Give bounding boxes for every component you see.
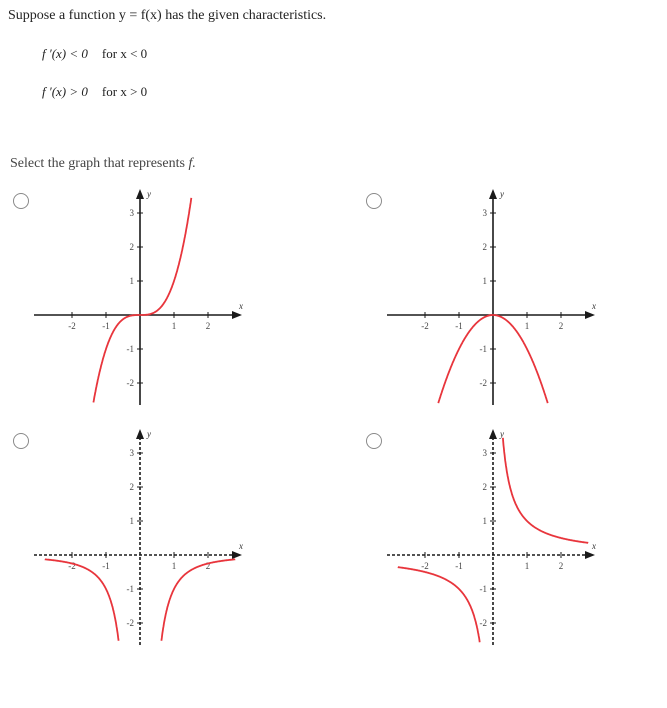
function-curve [503, 438, 588, 543]
condition-1-expr: f ′(x) < 0 [42, 46, 88, 61]
y-tick-label: 1 [482, 516, 487, 526]
function-curve [45, 559, 119, 640]
y-tick-label: 1 [482, 276, 487, 286]
instruction-var: f. [188, 156, 196, 171]
x-tick-label: 1 [171, 321, 177, 331]
y-tick-label: 3 [129, 208, 134, 218]
y-tick-label: 3 [482, 208, 487, 218]
x-axis-label: x [592, 301, 596, 311]
y-tick-label: 1 [129, 516, 134, 526]
y-tick-label: 2 [482, 482, 487, 492]
x-tick-label: 1 [171, 561, 177, 571]
x-tick-label: -1 [455, 321, 463, 331]
x-tick-label: -2 [68, 321, 76, 331]
x-tick-label: 2 [558, 561, 564, 571]
option-c-graph-svg [30, 425, 250, 650]
y-tick-label: -2 [126, 618, 134, 628]
x-axis-label: x [592, 541, 596, 551]
y-axis-arrow [136, 429, 144, 439]
y-tick-label: -2 [126, 378, 134, 388]
x-tick-label: 1 [524, 321, 530, 331]
option-c-graph [30, 425, 250, 650]
condition-2 [42, 84, 147, 100]
y-tick-label: 3 [482, 448, 487, 458]
function-curve [161, 559, 235, 640]
y-tick-label: -1 [479, 584, 487, 594]
option-b-graph [383, 185, 603, 410]
condition-2-domain: for x > 0 [101, 84, 148, 99]
y-tick-label: -2 [479, 378, 487, 388]
x-tick-label: 2 [205, 321, 211, 331]
y-tick-label: 2 [129, 482, 134, 492]
x-tick-label: 1 [524, 561, 530, 571]
option-a-radio[interactable] [13, 193, 29, 209]
y-tick-label: 3 [129, 448, 134, 458]
option-c-radio[interactable] [13, 433, 29, 449]
x-axis-arrow [232, 311, 242, 319]
x-axis-label: x [239, 541, 243, 551]
x-axis-arrow [585, 311, 595, 319]
y-tick-label: -2 [479, 618, 487, 628]
x-tick-label: 2 [205, 561, 211, 571]
x-tick-label: -2 [68, 561, 76, 571]
condition-1 [42, 46, 147, 62]
x-tick-label: -2 [421, 321, 429, 331]
condition-2-expr: f ′(x) > 0 [42, 84, 88, 99]
x-tick-label: -2 [421, 561, 429, 571]
y-axis-label: y [500, 189, 504, 199]
condition-1-domain: for x < 0 [101, 46, 148, 61]
option-d-radio[interactable] [366, 433, 382, 449]
instruction-text: Select the graph that represents [10, 156, 185, 171]
option-b-graph-svg [383, 185, 603, 410]
option-a-graph [30, 185, 250, 410]
y-axis-label: y [500, 429, 504, 439]
y-axis-arrow [489, 189, 497, 199]
instruction [10, 156, 196, 172]
y-tick-label: -1 [126, 344, 134, 354]
y-axis-label: y [147, 189, 151, 199]
y-axis-label: y [147, 429, 151, 439]
y-tick-label: 2 [129, 242, 134, 252]
function-curve [398, 567, 480, 642]
question-intro: Suppose a function y = f(x) has the given characteristics. [8, 8, 327, 23]
y-tick-label: 1 [129, 276, 134, 286]
y-tick-label: -1 [479, 344, 487, 354]
option-d-graph-svg [383, 425, 603, 650]
option-a-graph-svg [30, 185, 250, 410]
y-axis-arrow [136, 189, 144, 199]
x-axis-arrow [232, 551, 242, 559]
x-tick-label: 2 [558, 321, 564, 331]
option-b-radio[interactable] [366, 193, 382, 209]
y-tick-label: -1 [126, 584, 134, 594]
option-d-graph [383, 425, 603, 650]
y-axis-arrow [489, 429, 497, 439]
function-curve [93, 198, 191, 403]
x-tick-label: -1 [455, 561, 463, 571]
x-tick-label: -1 [102, 561, 110, 571]
x-tick-label: -1 [102, 321, 110, 331]
x-axis-label: x [239, 301, 243, 311]
x-axis-arrow [585, 551, 595, 559]
y-tick-label: 2 [482, 242, 487, 252]
